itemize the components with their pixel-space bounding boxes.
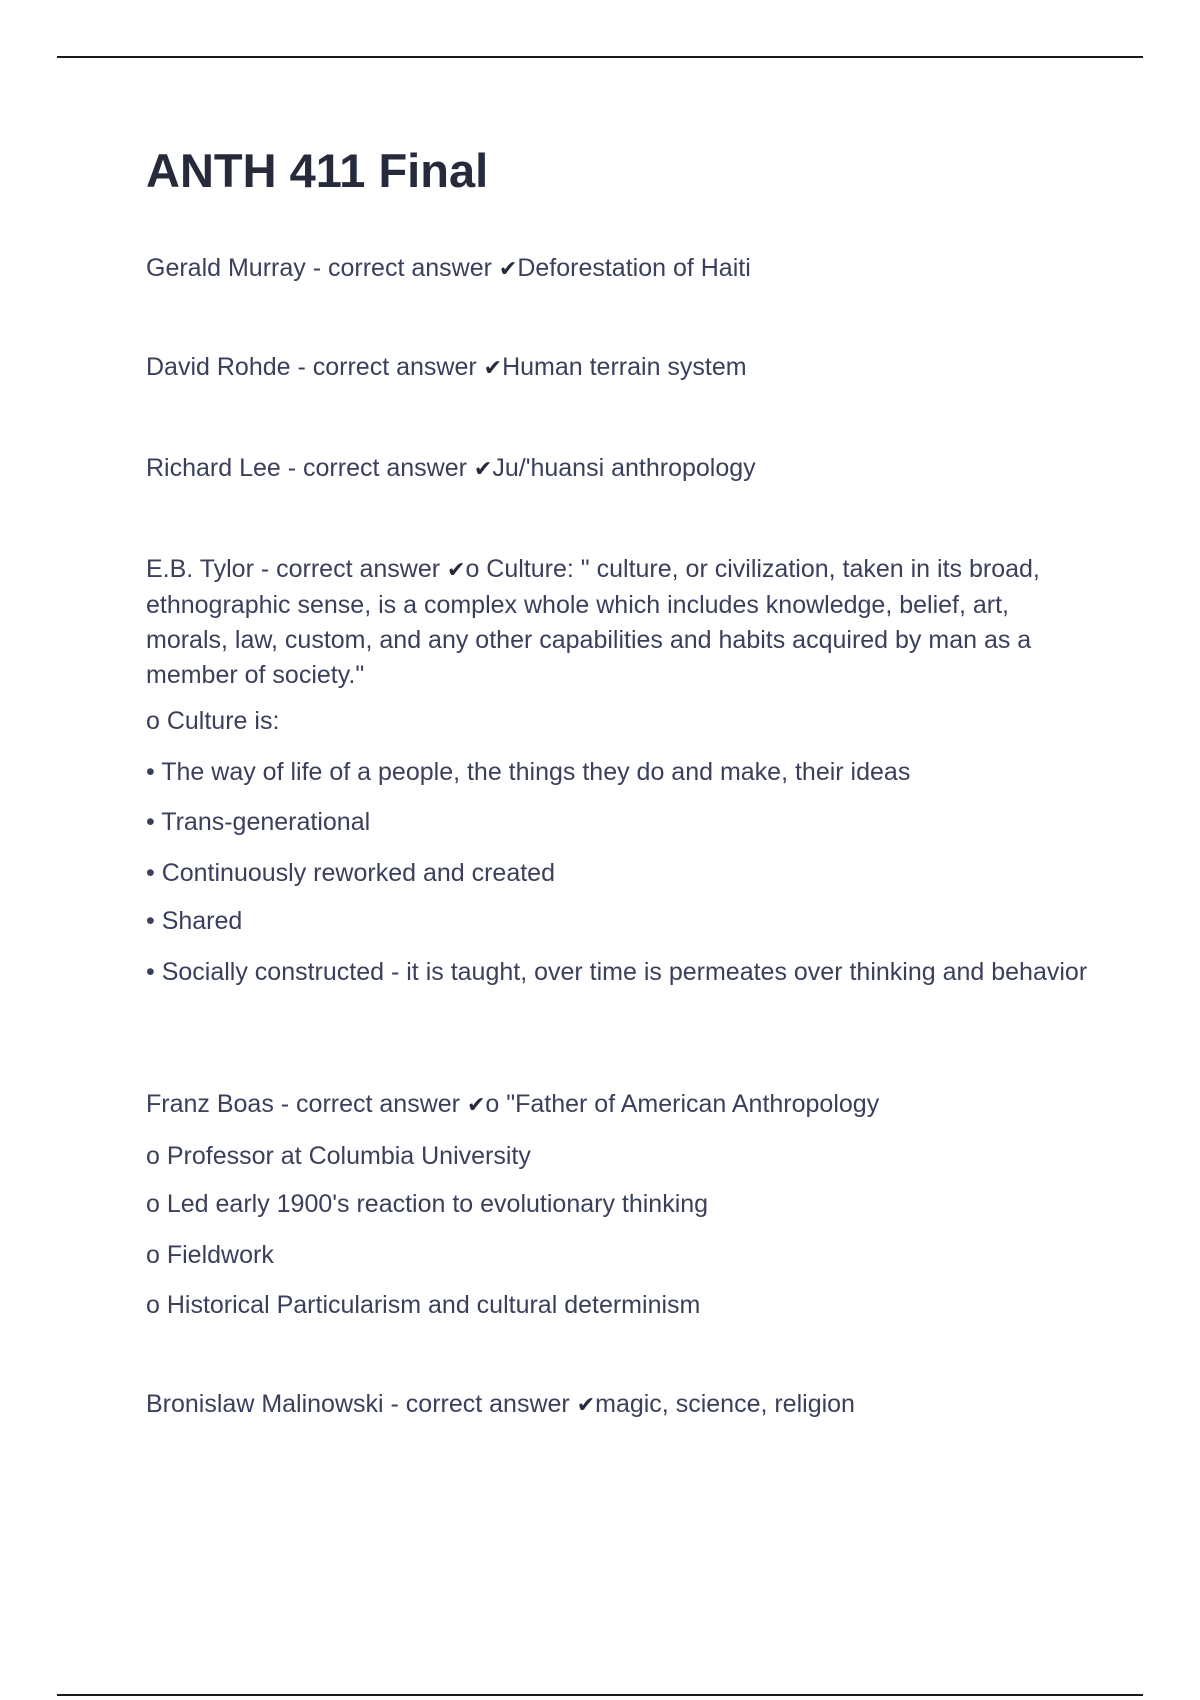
qa-entry-eb-tylor (146, 552, 1091, 693)
qa-entry-gerald-murray (146, 251, 1096, 287)
answer-text: o "Father of American Anthropology (485, 1090, 880, 1118)
list-item: • Socially constructed - it is taught, over time is permeates over thinking and behavior (146, 958, 1088, 986)
checkmark-icon: ✔ (466, 1093, 486, 1118)
list-item: • Trans-generational (146, 808, 371, 836)
term-text: E.B. Tylor - correct answer (146, 555, 448, 583)
list-item: • Continuously reworked and created (146, 859, 555, 887)
checkmark-icon: ✔ (473, 457, 493, 482)
checkmark-icon: ✔ (498, 257, 518, 282)
term-text: David Rohde - correct answer (146, 353, 484, 381)
qa-entry-david-rohde (146, 350, 1096, 386)
checkmark-icon: ✔ (447, 558, 466, 583)
term-text: Franz Boas - correct answer (146, 1090, 467, 1118)
list-item: o Fieldwork (146, 1241, 274, 1269)
qa-entry-richard-lee (146, 451, 1096, 487)
answer-text: Ju/'huansi anthropology (492, 454, 756, 482)
answer-text: o Culture: " culture, or civilization, taken in its broad, ethnographic sense, is a complex whole which includes knowledge, belief, art, morals, law, custom, and any other capabilities and habits acquired by man as a member of society." (146, 555, 1040, 689)
checkmark-icon: ✔ (483, 356, 503, 381)
answer-text: magic, science, religion (595, 1390, 855, 1418)
term-text: Gerald Murray - correct answer (146, 254, 499, 282)
checkmark-icon: ✔ (576, 1393, 596, 1418)
list-item: • The way of life of a people, the things they do and make, their ideas (146, 758, 911, 786)
answer-text: Deforestation of Haiti (517, 254, 751, 282)
list-item: o Historical Particularism and cultural determinism (146, 1291, 701, 1319)
list-item: o Professor at Columbia University (146, 1142, 531, 1170)
top-rule (57, 56, 1143, 58)
list-item: • Shared (146, 907, 243, 935)
bottom-rule (57, 1694, 1143, 1696)
qa-entry-bronislaw-malinowski (146, 1387, 1096, 1423)
list-item: o Culture is: (146, 707, 280, 735)
term-text: Bronislaw Malinowski - correct answer (146, 1390, 577, 1418)
page-title: ANTH 411 Final (146, 144, 489, 197)
qa-entry-franz-boas (146, 1087, 1096, 1123)
term-text: Richard Lee - correct answer (146, 454, 474, 482)
list-item: o Led early 1900's reaction to evolutionary thinking (146, 1190, 709, 1218)
answer-text: Human terrain system (502, 353, 747, 381)
